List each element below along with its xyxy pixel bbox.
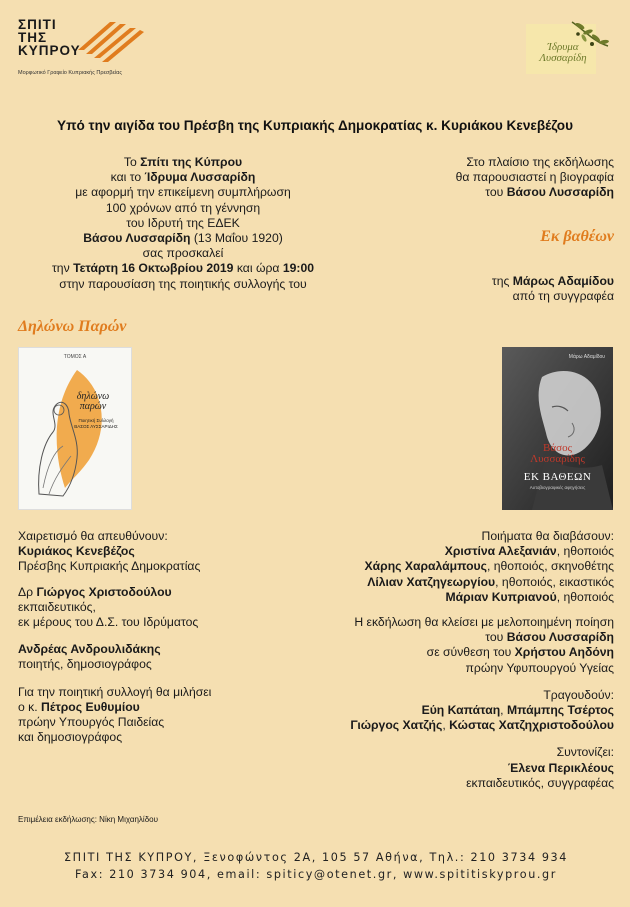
coordinator-role: εκπαιδευτικός, συγγραφέας [466, 775, 614, 790]
closing-line3 [300, 645, 614, 660]
ctx-line1: Στο πλαίσιο της εκδήλωσης [466, 155, 614, 169]
inv-l1-pre: Το [123, 155, 141, 169]
singer2: Μπάμπης Τσέρτος [506, 703, 614, 718]
headline: Υπό την αιγίδα του Πρέσβη της Κυπριακής Δημοκρατίας κ. Κυριάκου Κενεβέζου [57, 118, 573, 133]
greetings-heading: Χαιρετισμό θα απευθύνουν: [18, 529, 168, 543]
inv-line4: 100 χρόνων από τη γέννηση [105, 200, 261, 215]
reader4-role: , ηθοποιός [556, 589, 614, 604]
ctx-l4-bold: Μάρως Αδαμίδου [512, 274, 614, 288]
singers-line1 [300, 703, 614, 718]
greeter2-role1: εκπαιδευτικός, [18, 599, 96, 614]
biography-author [320, 274, 614, 304]
closing-l3-bold: Χρήστου Αηδόνη [514, 645, 614, 660]
speaker-name: Πέτρος Ευθυμίου [41, 699, 140, 714]
closing-l2-pre: του [485, 630, 507, 645]
ctx-line3 [320, 185, 614, 200]
inv-l8-date: Τετάρτη 16 Οκτωβρίου 2019 [73, 261, 234, 276]
ctx-l3-bold: Βάσου Λυσσαρίδη [506, 185, 614, 200]
logo-line2: ΤΗΣ [18, 30, 48, 45]
cover2-top: Μάρω Αδαμίδου [568, 354, 605, 360]
readers-section [300, 529, 614, 791]
inv-l8-time: 19:00 [282, 261, 314, 276]
cover1-author [65, 418, 127, 430]
lyssarides-foundation-emblem [522, 16, 612, 80]
reader1-role: , ηθοποιός [556, 544, 614, 559]
readers-heading: Ποιήματα θα διαβάσουν: [481, 529, 614, 543]
closing-line1: Η εκδήλωση θα κλείσει με μελοποιημένη ποίηση [354, 615, 614, 630]
invitation-text [18, 155, 348, 292]
emblem-line1: Ίδρυμα [547, 41, 579, 53]
logo-wordmark [18, 18, 81, 57]
ctx-l3-pre: του [485, 185, 507, 200]
logo-subtitle: Μορφωτικό Γραφείο Κυπριακής Πρεσβείας [18, 70, 122, 76]
speaker-prefix: ο κ. [18, 699, 42, 714]
inv-line6 [18, 231, 348, 246]
greeter1-role: Πρέσβης Κυπριακής Δημοκρατίας [18, 559, 201, 574]
inv-line3: με αφορμή την επικείμενη συμπλήρωση [75, 185, 291, 200]
emblem-line2: Λυσσαρίδη [539, 52, 587, 64]
reader2 [300, 559, 614, 574]
singer-sep1: , [500, 703, 507, 718]
reader2-name: Χάρης Χαραλάμπους [364, 559, 487, 574]
biography-context [320, 155, 614, 201]
closing-l3-pre: σε σύνθεση του [426, 645, 515, 660]
closing-line2 [300, 630, 614, 645]
greeter2-role2: εκ μέρους του Δ.Σ. του Ιδρύματος [18, 615, 199, 630]
greeter2 [18, 585, 318, 600]
singer3: Γιώργος Χατζής [350, 718, 443, 733]
ctx-line5: από τη συγγραφέα [512, 289, 614, 304]
reader4-name: Μάριαν Κυπριανού [445, 589, 557, 604]
inv-l8-pre: την [51, 261, 74, 276]
speaker-role2: και δημοσιογράφος [18, 730, 123, 745]
inv-line2 [18, 170, 348, 185]
singer1: Εύη Καπάταη [421, 703, 501, 718]
singers-heading: Τραγουδούν: [543, 687, 614, 702]
logo-line3: ΚΥΠΡΟΥ [18, 43, 81, 58]
singer4: Κώστας Χατζηχριστοδούλου [449, 718, 614, 733]
footer-address: ΣΠΙΤΙ ΤΗΣ ΚΥΠΡΟΥ, Ξενοφώντος 2Α, 105 57 Αθήνα, Τηλ.: 210 3734 934 [64, 851, 568, 864]
inv-line9: στην παρουσίαση της ποιητικής συλλογής του [59, 276, 307, 291]
cover2-name1: Βάσος [543, 442, 572, 454]
book-title-ek-vatheon: Εκ βαθέων [540, 228, 614, 245]
cover1-author2: ΒΑΣΟΣ ΛΥΣΣΑΡΙΔΗΣ [74, 424, 118, 429]
closing-l2-bold: Βάσου Λυσσαρίδη [506, 630, 614, 645]
inv-line8 [18, 261, 348, 276]
speaker-role1: πρώην Υπουργός Παιδείας [18, 715, 165, 730]
inv-l1-bold: Σπίτι της Κύπρου [140, 155, 243, 169]
footer-contact [18, 849, 614, 883]
greeter2-prefix: Δρ [18, 584, 37, 599]
greetings-section [18, 529, 318, 745]
footer-fax-email: Fax: 210 3734 904, email: spiticy@otenet.gr, www.spititiskyprou.gr [75, 868, 557, 881]
speaker [18, 700, 318, 715]
inv-l2-pre: και το [110, 170, 145, 185]
cover2-subtitle: Αυτοβιογραφικές αφηγήσεις [529, 485, 586, 490]
reader1-name: Χριστίνα Αλεξανιάν [444, 544, 557, 559]
spiti-tis-kyprou-logo [18, 18, 168, 80]
inv-l6-post: (13 Μαΐου 1920) [190, 231, 283, 246]
cover1-title [63, 392, 123, 412]
reader3-name: Λίλιαν Χατζηγεωργίου [367, 574, 496, 589]
inv-l2-bold: Ίδρυμα Λυσσαρίδη [144, 170, 256, 185]
book-cover-ek-vatheon [502, 347, 613, 510]
inv-line5: του Ιδρυτή της ΕΔΕΚ [126, 215, 240, 230]
cover1-top: ΤΟΜΟΣ Α [63, 354, 87, 360]
coordinator-heading: Συντονίζει: [556, 745, 614, 760]
greeter1-name: Κυριάκος Κενεβέζος [18, 544, 135, 559]
cover2-name2: Λυσσαρίδης [530, 453, 585, 465]
cover1-title2: παρών [79, 401, 107, 412]
cover1-title1: δηλώνω [76, 391, 110, 402]
reader2-role: , ηθοποιός, σκηνοθέτης [486, 559, 614, 574]
inv-line7: σας προσκαλεί [142, 246, 224, 261]
inv-l8-mid: και ώρα [233, 261, 283, 276]
singer-sep2: , [442, 718, 450, 733]
inv-line1 [18, 155, 348, 170]
cover1-author1: Ποιητική Συλλογή [78, 418, 114, 423]
cover2-name [502, 443, 613, 465]
reader3 [300, 575, 614, 590]
greeter3-role: ποιητής, δημοσιογράφος [18, 657, 152, 672]
reader4 [300, 590, 614, 605]
logo-stripes-icon [76, 20, 146, 66]
greeter3-name: Ανδρέας Ανδρουλιδάκης [18, 642, 161, 657]
speaker-intro: Για την ποιητική συλλογή θα μιλήσει [18, 684, 212, 699]
coordinator-name: Έλενα Περικλέους [507, 760, 614, 775]
book-title-dilono-paron: Δηλώνω Παρών [18, 318, 127, 335]
book-cover-dilono-paron [18, 347, 132, 510]
event-editor: Επιμέλεια εκδήλωσης: Νίκη Μιχαηλίδου [18, 815, 158, 824]
closing-line4: πρώην Υφυπουργού Υγείας [465, 660, 614, 675]
ctx-line2: θα παρουσιαστεί η βιογραφία [455, 170, 614, 185]
cover2-title: ΕΚ ΒΑΘΕΩΝ [523, 471, 592, 483]
logo-line1: ΣΠΙΤΙ [18, 17, 57, 32]
ctx-line4 [320, 274, 614, 289]
inv-l6-bold: Βάσου Λυσσαρίδη [83, 231, 191, 246]
singers-line2 [300, 718, 614, 733]
reader3-role: , ηθοποιός, εικαστικός [495, 574, 614, 589]
emblem-text [528, 42, 598, 64]
reader1 [300, 544, 614, 559]
greeter2-name: Γιώργος Χριστοδούλου [36, 584, 172, 599]
ctx-l4-pre: της [491, 274, 513, 288]
